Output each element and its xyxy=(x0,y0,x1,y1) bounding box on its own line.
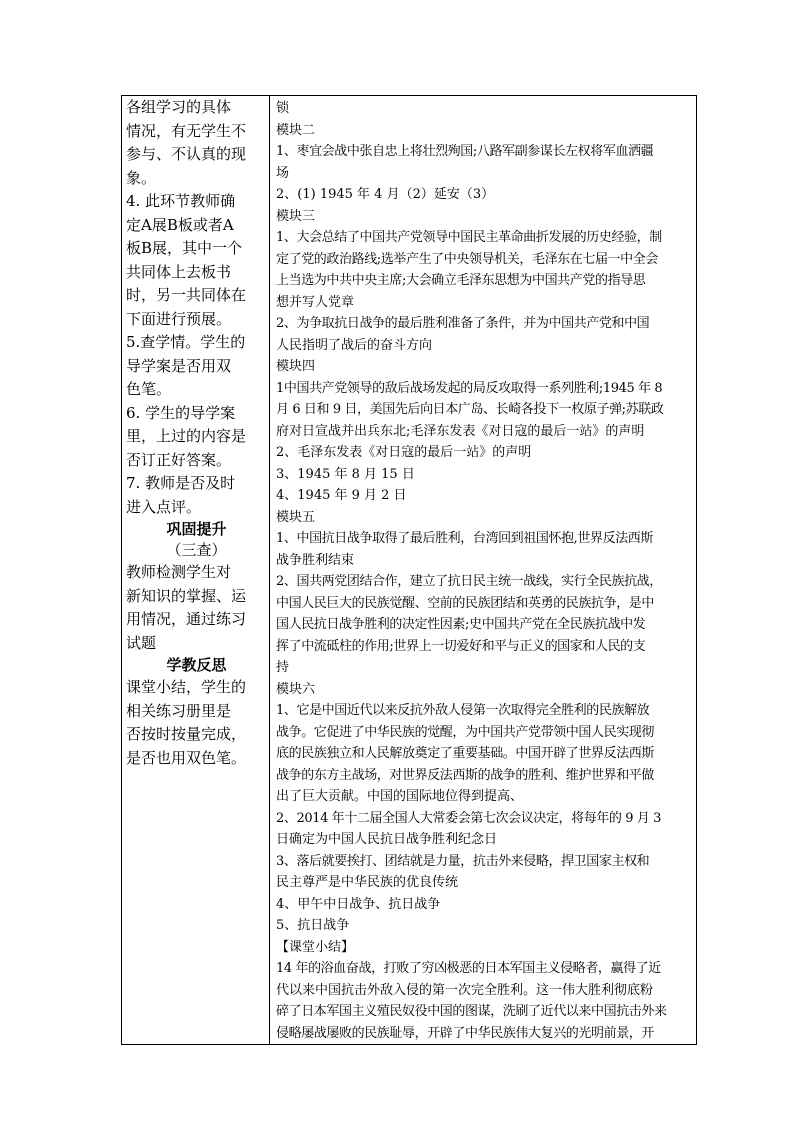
text-line: 课堂小结，学生的 xyxy=(126,678,247,696)
module-heading: 模块二 xyxy=(276,122,316,138)
module-heading: 模块四 xyxy=(276,359,316,374)
answer-line: 出了巨大贡献。中国的国际地位得到提高、 xyxy=(276,789,524,804)
heading-reflection: 学教反思 xyxy=(166,656,227,674)
answer-line: 战争胜利结束 xyxy=(276,552,355,568)
text-line: 里，上过的内容是 xyxy=(126,427,247,445)
answer-line: 1、枣宜会战中张自忠上将壮烈殉国;八路军副参谋长左权将军血洒疆 xyxy=(276,144,654,159)
module-heading: 模块六 xyxy=(276,681,316,697)
answer-line: 想并写人党章 xyxy=(276,294,355,310)
answers-cell xyxy=(270,96,697,1045)
heading-consolidate-sub: （三查） xyxy=(166,541,227,559)
text-line: 色笔。 xyxy=(126,380,172,398)
notes-block-checking xyxy=(126,96,267,519)
answer-line: 3、1945 年 8 月 15 日 xyxy=(276,466,415,482)
answer-line: 日确定为中国人民抗日战争胜利纪念日 xyxy=(276,832,498,847)
answer-line: 5、抗日战争 xyxy=(276,918,350,933)
answer-line: 3、落后就要挨打、团结就是力量，抗击外来侵略，捍卫国家主权和 xyxy=(276,853,650,869)
answer-line: 代以来中国抗击外敌入侵的第一次完全胜利。这一伟大胜利彻底粉 xyxy=(276,982,654,998)
answer-line: 持 xyxy=(276,660,290,675)
answers-block xyxy=(276,98,692,1044)
text-line: 各组学习的具体 xyxy=(126,98,232,116)
answer-line: 2、国共两党团结合作，建立了抗日民主统一战线，实行全民族抗战， xyxy=(276,574,662,589)
answer-line: 1、它是中国近代以来反抗外敌人侵第一次取得完全胜利的民族解放 xyxy=(276,703,650,718)
answer-line: 场 xyxy=(276,165,290,181)
answer-line: 战争。它促进了中华民族的觉醒，为中国共产党带领中国人民实现彻 xyxy=(276,724,655,740)
text-line: 否按时按量完成， xyxy=(126,725,247,743)
text-line: 导学案是否用双 xyxy=(126,356,232,375)
answer-line: 【课堂小结】 xyxy=(276,939,355,955)
notes-block-testing xyxy=(126,561,267,655)
text-line: 4. 此环节教师确 xyxy=(126,192,236,210)
text-line: 共同体上去板书 xyxy=(126,262,232,281)
answer-line: 1中国共产党领导的敌后战场发起的局反攻取得一系列胜利;1945 年 8 xyxy=(276,380,663,396)
text-line: 新知识的掌握、运 xyxy=(126,586,247,605)
answer-line: 战争的东方主战场，对世界反法西斯的战争的胜利、维护世界和平做 xyxy=(276,767,655,783)
lesson-plan-table xyxy=(121,95,697,1045)
answer-line: 中国人民巨大的民族觉醒、空前的民族团结和英勇的民族抗争，是中 xyxy=(276,595,655,611)
answer-line: 碎了日本军国主义殖民奴役中国的图谋，洗刷了近代以来中国抗击外来 xyxy=(276,1004,667,1019)
answer-line: 月 6 日和 9 日，美国先后向日本广岛、长崎各投下一枚原子弹;苏联政 xyxy=(276,402,664,417)
answer-line: 府对日宣战并出兵东北;毛泽东发表《对日寇的最后一站》的声明 xyxy=(276,423,645,439)
text-line: 下面进行预展。 xyxy=(126,309,232,328)
answer-line: 上当选为中共中央主席;大会确立毛泽东思想为中国共产党的指导思 xyxy=(276,273,646,288)
text-line: 5.查学情。学生的 xyxy=(126,333,246,351)
answer-line: 2、毛泽东发表《对日寇的最后一站》的声明 xyxy=(276,445,532,460)
text-line: 定A展B板或者A xyxy=(126,215,234,234)
answer-line: 4、甲午中日战争、抗日战争 xyxy=(276,896,441,912)
answer-line: 2、为争取抗日战争的最后胜利准备了条件，并为中国共产党和中国 xyxy=(276,316,650,331)
answer-line: 人民指明了战后的奋斗方向 xyxy=(276,337,433,353)
text-line: 6. 学生的导学案 xyxy=(126,403,236,422)
text-line: 7. 教师是否及时 xyxy=(126,474,236,492)
module-heading: 模块五 xyxy=(276,509,316,525)
text-line: 进入点评。 xyxy=(126,497,202,516)
answer-line: 定了党的政治路线;选举产生了中央领导机关，毛泽东在七届一中全会 xyxy=(276,251,658,267)
text-line: 情况，有无学生不 xyxy=(126,121,247,140)
text-line: 否订正好答案。 xyxy=(126,450,232,469)
answer-line: 底的民族独立和人民解放奠定了重要基础。中国开辟了世界反法西斯 xyxy=(276,746,655,761)
answer-line: 14 年的浴血奋战，打败了穷凶极恶的日本军国主义侵略者，赢得了近 xyxy=(276,961,661,976)
text-line: 参与、不认真的现 xyxy=(126,145,247,163)
answer-line: 1、中国抗日战争取得了最后胜利，台湾回到祖国怀抱,世界反法西斯 xyxy=(276,531,654,546)
answer-line: 民主尊严是中华民族的优良传统 xyxy=(276,875,459,890)
heading-consolidate: 巩固提升 xyxy=(166,520,227,538)
text-line: 教师检测学生对 xyxy=(126,563,232,581)
answer-line: 1、大会总结了中国共产党领导中国民主革命曲折发展的历史经验，制 xyxy=(276,230,662,245)
text-line: 板B展，其中一个 xyxy=(126,239,243,257)
answer-line: 4、1945 年 9 月 2 日 xyxy=(276,488,407,503)
text-line: 象。 xyxy=(126,168,157,187)
answer-line: 侵略屡战屡败的民族耻辱，开辟了中华民族伟大复兴的光明前景，开 xyxy=(276,1025,655,1041)
teacher-notes-cell xyxy=(122,96,270,1045)
answer-line: 2、(1) 1945 年 4 月（2）延安（3） xyxy=(276,187,495,202)
answer-line: 挥了中流砥柱的作用;世界上一切爱好和平与正义的国家和人民的支 xyxy=(276,638,646,654)
answer-line: 国人民抗日战争胜利的决定性因素;史中国共产党在全民族抗战中发 xyxy=(276,617,646,632)
text-line: 时，另一共同体在 xyxy=(126,286,247,304)
text-line: 相关练习册里是 xyxy=(126,701,232,720)
text-line: 是否也用双色笔。 xyxy=(126,748,247,767)
text-line: 用情况，通过练习 xyxy=(126,610,247,628)
answer-line: 锁 xyxy=(276,101,290,116)
answer-line: 2、2014 年十二届全国人大常委会第七次会议决定，将每年的 9 月 3 xyxy=(276,810,662,826)
table-row xyxy=(122,96,697,1045)
text-line: 试题 xyxy=(126,633,157,652)
notes-block-reflection xyxy=(126,676,267,770)
module-heading: 模块三 xyxy=(276,208,316,224)
